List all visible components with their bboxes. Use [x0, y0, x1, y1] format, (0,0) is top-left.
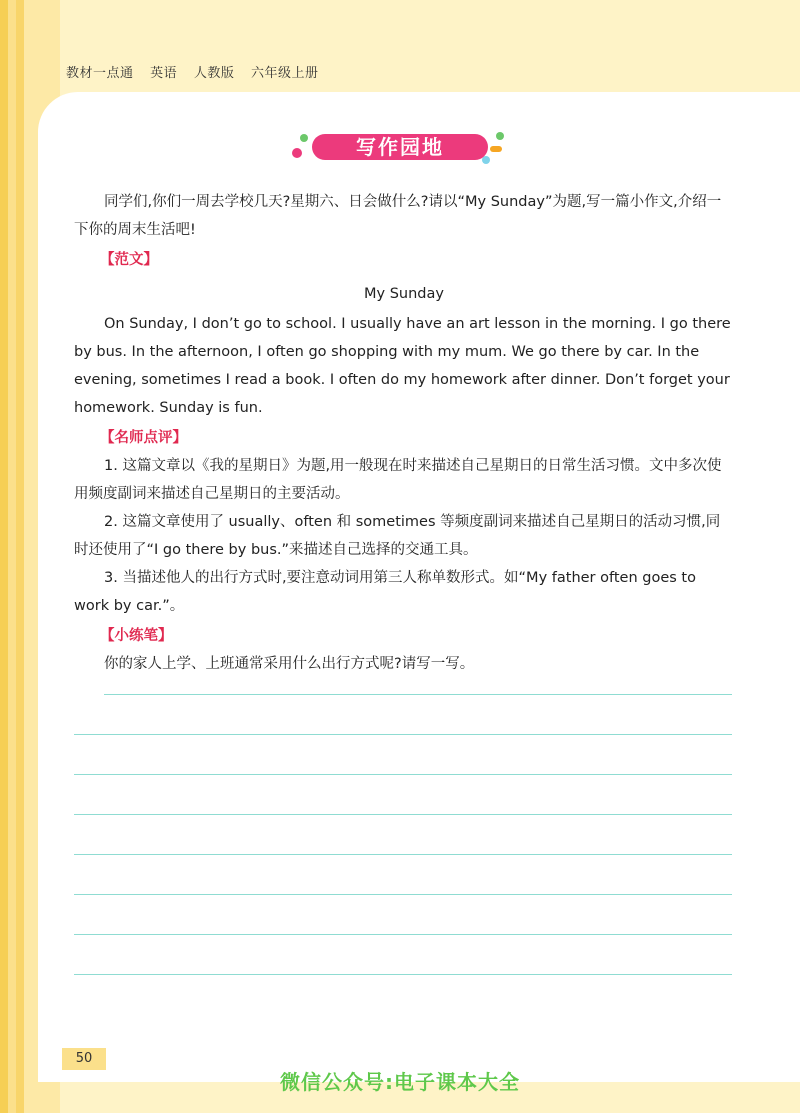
section-title: 写作园地: [356, 135, 444, 159]
book-name: 教材一点通: [66, 66, 134, 81]
writing-line[interactable]: [74, 734, 732, 735]
comments-label: 【名师点评】: [100, 430, 187, 446]
writing-line[interactable]: [104, 694, 732, 695]
decor-dash-icon: [490, 146, 502, 152]
writing-line[interactable]: [74, 774, 732, 775]
grade: 六年级上册: [250, 66, 319, 81]
writing-line[interactable]: [74, 934, 732, 935]
writing-line[interactable]: [74, 894, 732, 895]
watermark: 微信公众号:电子课本大全: [280, 1070, 520, 1094]
writing-lines[interactable]: [74, 694, 732, 1014]
decor-dot-icon: [300, 134, 308, 142]
sample-essay: [74, 310, 734, 422]
edition: 人教版: [193, 66, 235, 81]
comment-item: 2. 这篇文章使用了 usually、often 和 sometimes 等频度副词来描述自己星期日的活动习惯,同时还使用了“I go there by bus.”来描述自己选择的交通工具。: [74, 514, 721, 558]
writing-line[interactable]: [74, 814, 732, 815]
page-number: 50: [62, 1048, 106, 1070]
essay-body: On Sunday, I don’t go to school. I usually have an art lesson in the morning. I go there by bus. In the afternoon, I often go shopping with my mum. We go there by car. In the evening, sometimes I read a book. I often do my homework after dinner. Don’t forget your homework. Sunday is fun.: [74, 316, 731, 416]
subject: 英语: [150, 66, 178, 81]
decor-dot-icon: [496, 132, 504, 140]
sample-label: 【范文】: [100, 252, 158, 268]
practice-prompt: 你的家人上学、上班通常采用什么出行方式呢?请写一写。: [104, 656, 475, 672]
running-header: [66, 62, 330, 81]
comment-item: 3. 当描述他人的出行方式时,要注意动词用第三人称单数形式。如“My father often goes to work by car.”。: [74, 570, 696, 614]
writing-prompt: 同学们,你们一周去学校几天?星期六、日会做什么?请以“My Sunday”为题,写一篇小作文,介绍一下你的周末生活吧!: [74, 194, 722, 238]
writing-line[interactable]: [74, 854, 732, 855]
main-content: [74, 188, 734, 678]
essay-title: My Sunday: [364, 286, 444, 302]
writing-line[interactable]: [74, 974, 732, 975]
practice-label: 【小练笔】: [100, 628, 173, 644]
decor-dot-icon: [292, 148, 302, 158]
comment-item: 1. 这篇文章以《我的星期日》为题,用一般现在时来描述自己星期日的日常生活习惯。文中多次使用频度副词来描述自己星期日的主要活动。: [74, 458, 722, 502]
section-banner: [292, 130, 514, 164]
